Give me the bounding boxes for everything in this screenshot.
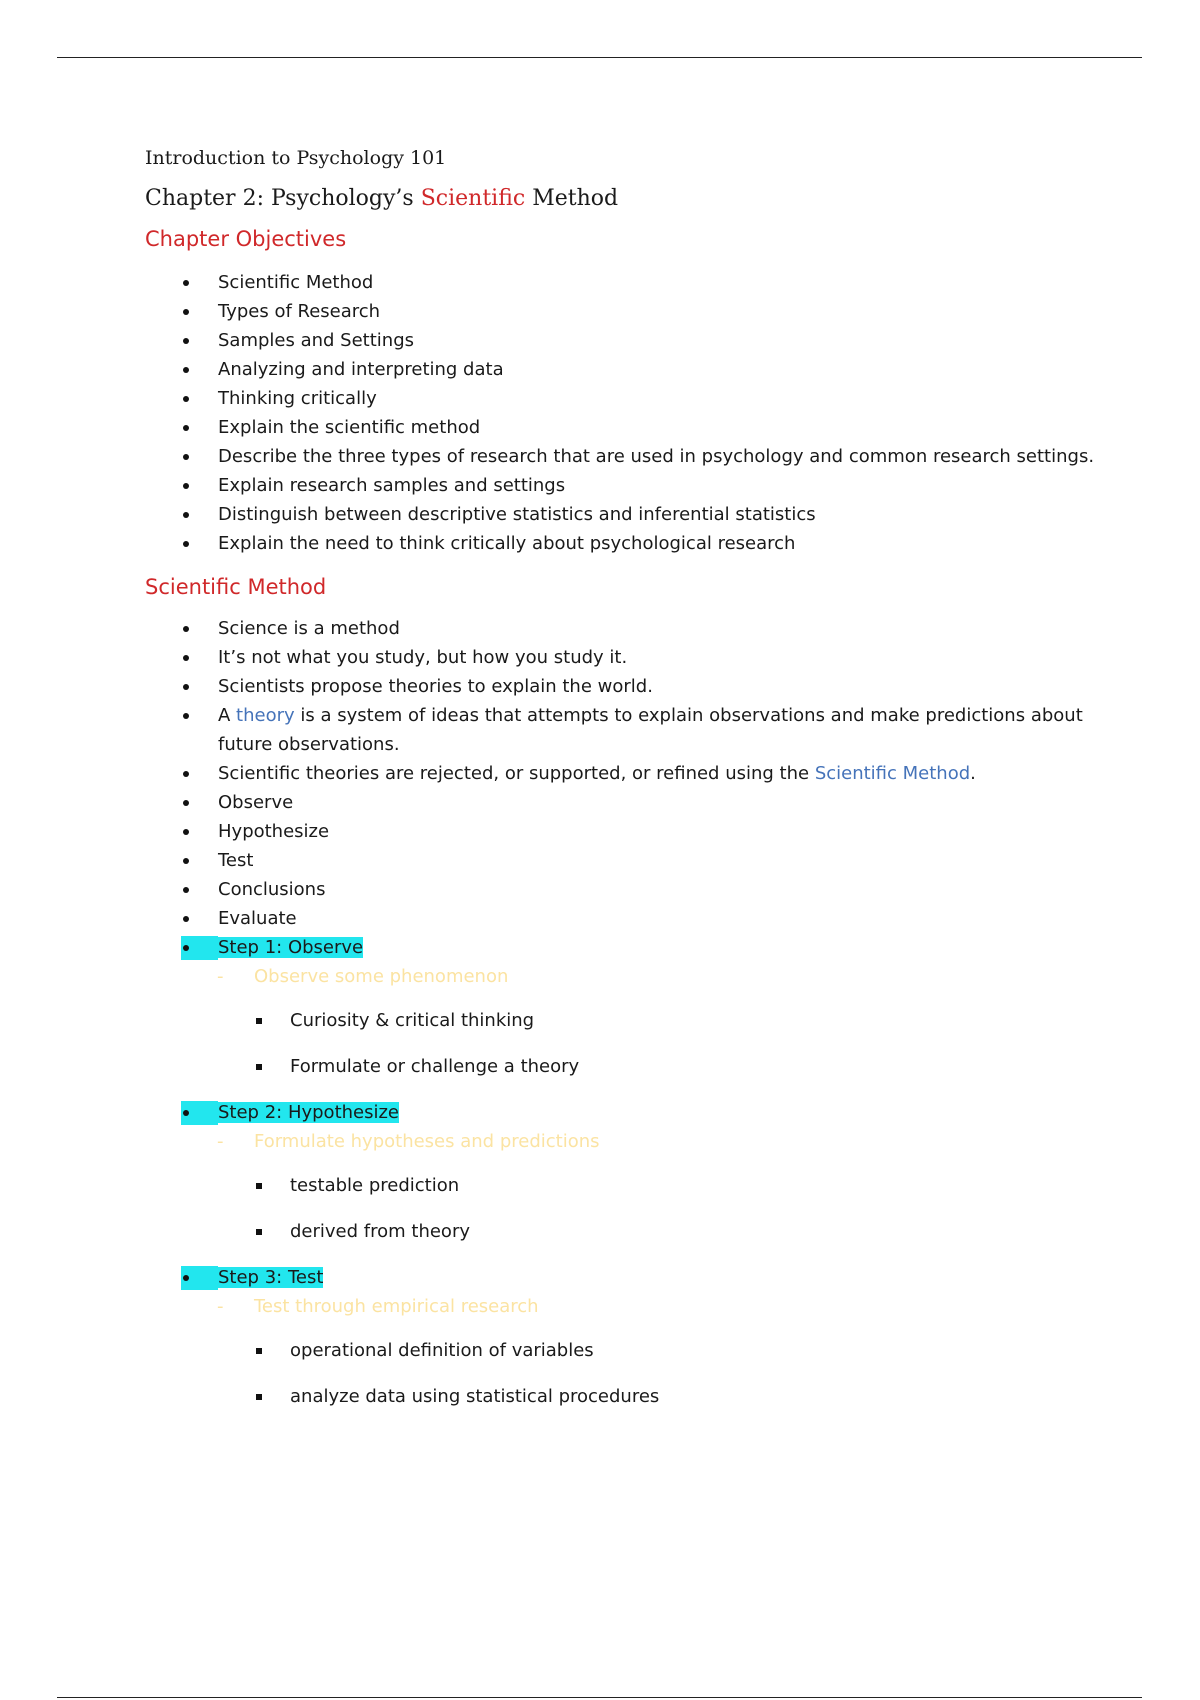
chapter-title <box>145 176 1105 222</box>
list-item: Scientific Method <box>145 268 1105 297</box>
step-subtitle <box>145 962 1105 992</box>
objectives-heading: Chapter Objectives <box>145 227 347 251</box>
step-title: Step 1: Observe <box>218 937 364 958</box>
list-item: Describe the three types of research that are used in psychology and common research settings. <box>145 442 1105 471</box>
dash-bullet: - <box>217 1296 224 1317</box>
document-body <box>145 140 1105 1428</box>
step-point: testable prediction <box>145 1171 1105 1217</box>
list-item-theory <box>145 701 1105 759</box>
list-item: Test <box>145 846 1105 875</box>
dash-bullet: - <box>217 1131 224 1152</box>
list-item: Explain the scientific method <box>145 413 1105 442</box>
step-point: Curiosity & critical thinking <box>145 1006 1105 1052</box>
method-suffix: . <box>970 763 976 784</box>
step-observe <box>145 933 1105 1098</box>
list-item: Types of Research <box>145 297 1105 326</box>
step-point: Formulate or challenge a theory <box>145 1052 1105 1098</box>
step-point: operational definition of variables <box>145 1336 1105 1382</box>
list-item-method <box>145 759 1105 788</box>
list-item: Observe <box>145 788 1105 817</box>
method-prefix: Scientific theories are rejected, or supported, or refined using the <box>218 763 815 784</box>
chapter-title-highlight: Scientific <box>420 186 526 211</box>
step-highlight <box>181 1266 218 1290</box>
footer-rule <box>57 1697 1142 1698</box>
step-points <box>145 1336 1105 1428</box>
theory-prefix: A <box>218 705 237 726</box>
chapter-title-suffix: Method <box>525 186 619 211</box>
list-item: Evaluate <box>145 904 1105 933</box>
objectives-list <box>145 268 1105 558</box>
step-hypothesize <box>145 1098 1105 1263</box>
step-point: derived from theory <box>145 1217 1105 1263</box>
step-subtitle-text: Formulate hypotheses and predictions <box>254 1131 600 1152</box>
theory-link[interactable]: theory <box>236 705 295 726</box>
list-item: Samples and Settings <box>145 326 1105 355</box>
theory-suffix: is a system of ideas that attempts to explain observations and make predictions about future observations. <box>218 705 1083 755</box>
step-title: Step 3: Test <box>218 1267 324 1288</box>
list-item: It’s not what you study, but how you study it. <box>145 643 1105 672</box>
step-highlight <box>181 1101 218 1125</box>
header-rule <box>57 57 1142 58</box>
scientific-method-heading: Scientific Method <box>145 575 327 599</box>
scientific-method-list <box>145 614 1105 1428</box>
step-highlight <box>181 936 218 960</box>
chapter-title-prefix: Chapter 2: Psychology’s <box>145 186 421 211</box>
step-subtitle <box>145 1127 1105 1157</box>
step-test <box>145 1263 1105 1428</box>
scientific-method-link[interactable]: Scientific Method <box>814 763 971 784</box>
step-points <box>145 1006 1105 1098</box>
list-item: Thinking critically <box>145 384 1105 413</box>
course-title: Introduction to Psychology 101 <box>145 147 447 169</box>
step-subtitle <box>145 1292 1105 1322</box>
list-item: Analyzing and interpreting data <box>145 355 1105 384</box>
step-points <box>145 1171 1105 1263</box>
list-item: Explain the need to think critically about psychological research <box>145 529 1105 558</box>
list-item: Distinguish between descriptive statistics and inferential statistics <box>145 500 1105 529</box>
dash-bullet: - <box>217 966 224 987</box>
list-item: Science is a method <box>145 614 1105 643</box>
list-item: Explain research samples and settings <box>145 471 1105 500</box>
step-subtitle-text: Test through empirical research <box>254 1296 539 1317</box>
step-subtitle-text: Observe some phenomenon <box>254 966 509 987</box>
step-title: Step 2: Hypothesize <box>218 1102 400 1123</box>
list-item: Scientists propose theories to explain the world. <box>145 672 1105 701</box>
list-item: Conclusions <box>145 875 1105 904</box>
step-point: analyze data using statistical procedures <box>145 1382 1105 1428</box>
list-item: Hypothesize <box>145 817 1105 846</box>
